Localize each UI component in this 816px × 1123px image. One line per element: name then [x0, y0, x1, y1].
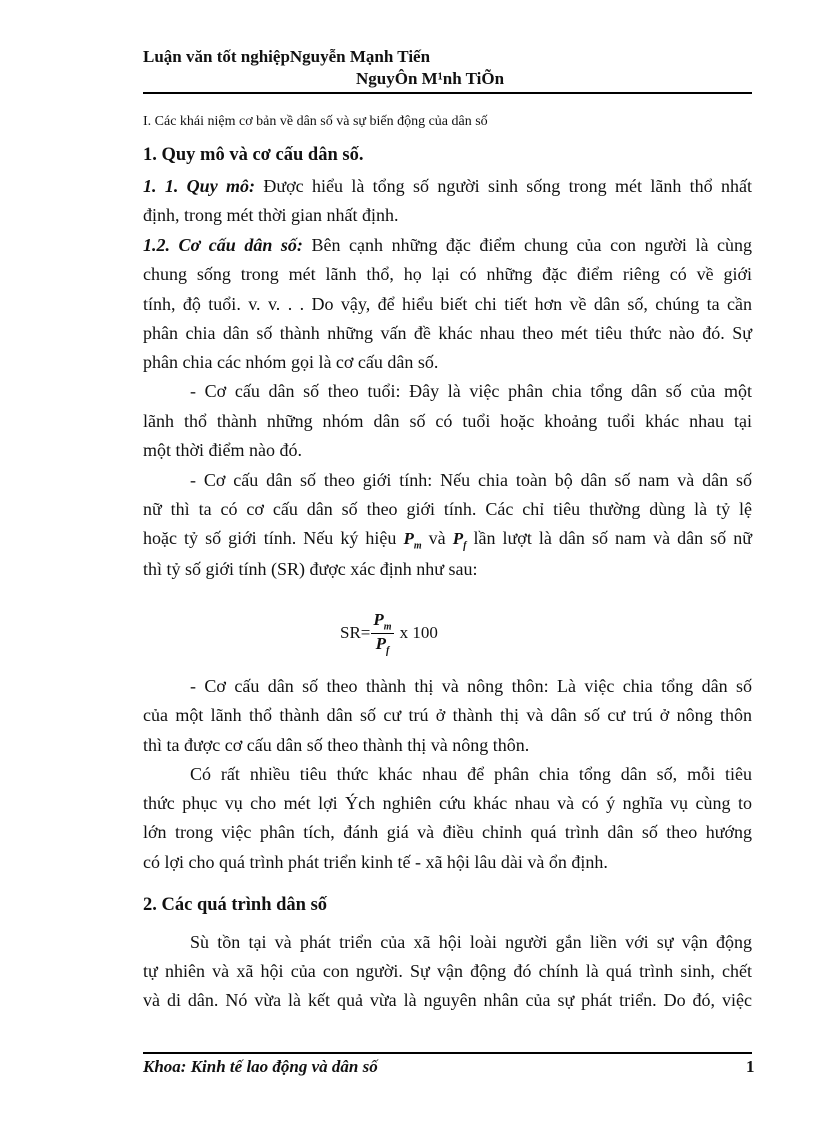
text-line: 1. 1. Quy mô: Được hiểu là tổng số người sinh sống trong mét lãnh thổ nhất	[143, 176, 752, 196]
page-number: 1	[746, 1057, 755, 1076]
formula-numerator: $P_m$	[373, 610, 392, 633]
text-line: một thời điểm nào đó.	[143, 440, 303, 460]
text-line: 1.2. Cơ cấu dân số: Bên cạnh những đặc điểm chung của con người là cùng	[143, 235, 752, 255]
section-title: I. Các khái niệm cơ bản về dân số và sự biến động của dân số	[143, 114, 488, 129]
heading-1: 1. Quy mô và cơ cấu dân số.	[143, 145, 364, 165]
formula-rhs: x 100	[399, 623, 438, 643]
text-line: - Cơ cấu dân số theo giới tính: Nếu chia toàn bộ dân số nam và dân số	[190, 470, 752, 490]
formula-lhs: SR=	[340, 623, 371, 643]
sex-ratio-formula	[340, 610, 438, 657]
text-line: - Cơ cấu dân số theo thành thị và nông thôn: Là việc chia tổng dân số	[190, 676, 752, 696]
text-line: phân chia dân số thành những vấn đề khác nhau theo mét tiêu thức nào đó. Sự	[143, 323, 752, 343]
text-line: lớn trong việc phân tích, đánh giá và điều chỉnh quá trình dân số theo hướng	[143, 822, 752, 842]
text-line: chung sống trong mét lãnh thổ, họ lại có những đặc điểm riêng có về giới	[143, 264, 752, 284]
footer-faculty: Khoa: Kinh tế lao động và dân số	[143, 1057, 378, 1076]
text-line: thức phục vụ cho mét lợi Ých nghiên cứu khác nhau và có ý nghĩa vụ cùng to	[143, 793, 752, 813]
formula-denominator: $P_f$	[375, 634, 390, 657]
term-label: 1.2. Cơ cấu dân số:	[143, 235, 303, 255]
text-line: và di dân. Nó vừa là kết quả vừa là nguyên nhân của sự phát triển. Do đó, việc	[143, 990, 752, 1010]
text-line: thì ta được cơ cấu dân số theo thành thị và nông thôn.	[143, 735, 530, 755]
text-line: của một lãnh thổ thành dân số cư trú ở thành thị và dân số cư trú ở nông thôn	[143, 705, 752, 725]
text-line: phân chia các nhóm gọi là cơ cấu dân số.	[143, 352, 439, 372]
text-line: nữ thì ta có cơ cấu dân số theo giới tính. Các chỉ tiêu thường dùng là tỷ lệ	[143, 499, 752, 519]
text-line: thì tỷ số giới tính (SR) được xác định như sau:	[143, 559, 478, 579]
term-label: 1. 1. Quy mô:	[143, 176, 256, 196]
text-line: - Cơ cấu dân số theo tuổi: Đây là việc phân chia tổng dân số của một	[190, 381, 752, 401]
header-title: Luận văn tốt nghiệpNguyễn Mạnh Tiến	[143, 47, 431, 66]
heading-2: 2. Các quá trình dân số	[143, 895, 328, 915]
header-rule	[143, 92, 752, 94]
text-line: tự nhiên và xã hội của con người. Sự vận động đó chính là quá trình sinh, chết	[143, 961, 752, 981]
symbol-pf: $P_f$	[452, 529, 467, 552]
text-line: Sù tồn tại và phát triển của xã hội loài người gắn liền với sự vận động	[190, 932, 752, 952]
formula-fraction	[371, 610, 393, 657]
symbol-pm: $P_m$	[403, 529, 422, 552]
text-line: định, trong mét thời gian nhất định.	[143, 205, 399, 225]
text-line: có lợi cho quá trình phát triển kinh tế - xã hội lâu dài và ổn định.	[143, 852, 608, 872]
text-line: Có rất nhiều tiêu thức khác nhau để phân chia tổng dân số, mỗi tiêu	[190, 764, 752, 784]
text-line: tính, độ tuổi. v. v. . . Do vậy, để hiểu biết chi tiết hơn về dân số, chúng ta cần	[143, 294, 752, 314]
text-line: lãnh thổ thành những nhóm dân số có tuổi hoặc khoảng tuổi khác nhau tại	[143, 411, 752, 431]
footer-rule	[143, 1052, 752, 1054]
header-author: NguyÔn M¹nh TiÕn	[356, 69, 505, 88]
text-line: hoặc tỷ số giới tính. Nếu ký hiệu $P_m$ và $P_f$ lần lượt là dân số nam và dân số nữ	[143, 528, 752, 552]
